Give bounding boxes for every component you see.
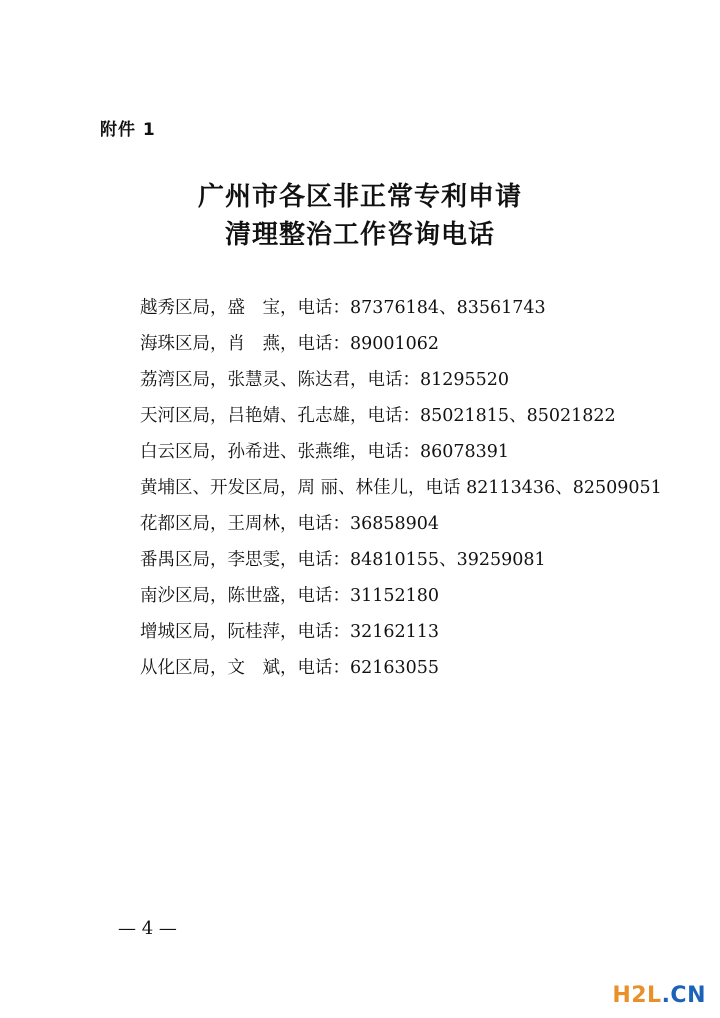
attachment-label: 附件 1 bbox=[100, 120, 156, 140]
contact-list bbox=[140, 290, 662, 686]
contact-line-liwan: 荔湾区局，张慧灵、陈达君，电话：81295520 bbox=[140, 370, 510, 390]
contact-line-zengcheng: 增城区局，阮桂萍，电话：32162113 bbox=[140, 622, 440, 642]
contact-line-nansha: 南沙区局，陈世盛，电话：31152180 bbox=[140, 586, 440, 606]
contact-line-conghua: 从化区局，文 斌，电话：62163055 bbox=[140, 658, 440, 678]
document-title-line2: 清理整治工作咨询电话 bbox=[224, 220, 495, 250]
contact-line-baiyun: 白云区局，孙希进、张燕维，电话：86078391 bbox=[140, 442, 510, 462]
watermark-part-l: L bbox=[647, 983, 662, 1008]
watermark-part-h2: H2 bbox=[612, 983, 648, 1008]
contact-line-tianhe: 天河区局，吕艳婧、孔志雄，电话：85021815、85021822 bbox=[140, 406, 616, 426]
site-watermark-logo bbox=[612, 983, 706, 1008]
contact-line-panyu: 番禺区局，李思雯，电话：84810155、39259081 bbox=[140, 550, 546, 570]
contact-line-huadu: 花都区局，王周林，电话：36858904 bbox=[140, 514, 440, 534]
contact-line-huangpu: 黄埔区、开发区局，周 丽、林佳儿，电话 82113436、82509051 bbox=[140, 478, 662, 498]
contact-line-haizhu: 海珠区局，肖 燕，电话：89001062 bbox=[140, 334, 440, 354]
page-number: — 4 — bbox=[118, 918, 177, 939]
contact-line-yuexiu: 越秀区局，盛 宝，电话：87376184、83561743 bbox=[140, 298, 546, 318]
watermark-part-cn: .CN bbox=[661, 983, 706, 1008]
document-title-line1: 广州市各区非正常专利申请 bbox=[197, 182, 522, 212]
